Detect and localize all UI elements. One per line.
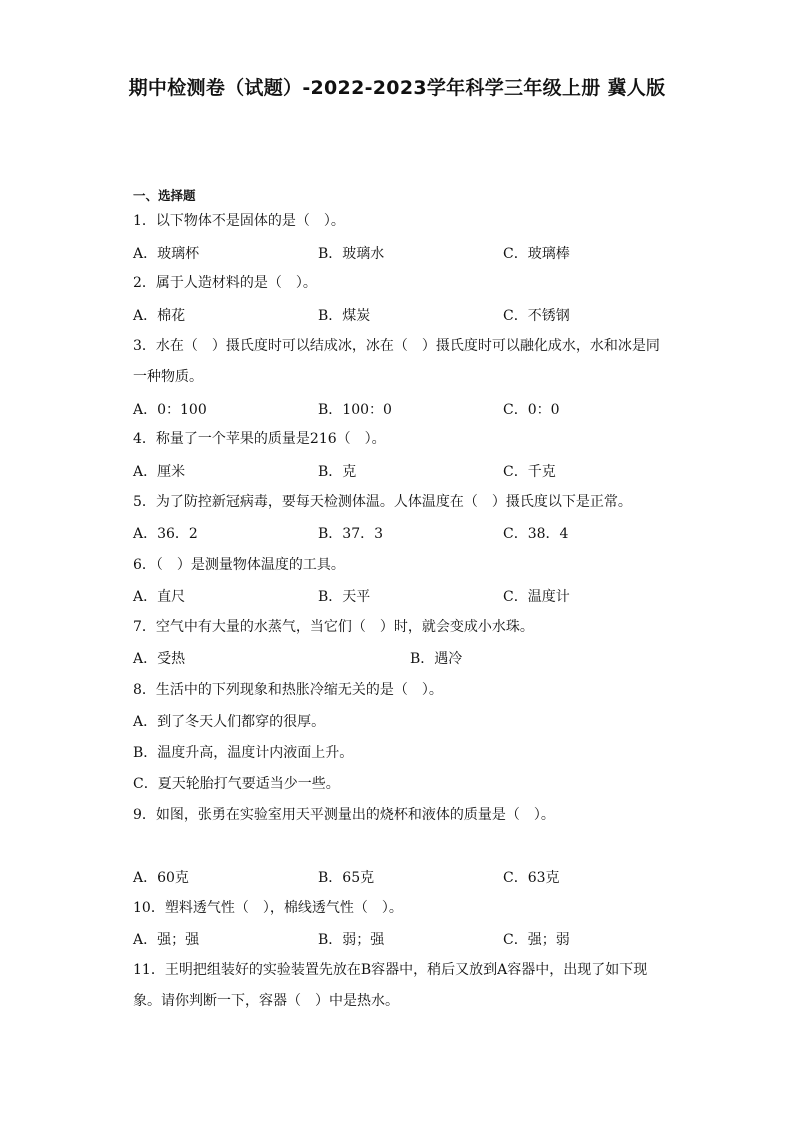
- q4-option-a: A．厘米: [133, 464, 186, 480]
- q6-option-c: C．温度计: [503, 589, 570, 605]
- q8-option-a: A．到了冬天人们都穿的很厚。: [133, 714, 326, 730]
- question-4-stem: 4．称量了一个苹果的质量是216（ ）。: [133, 431, 386, 447]
- q8-option-c: C．夏天轮胎打气要适当少一些。: [133, 776, 340, 792]
- question-8-stem: 8．生活中的下列现象和热胀冷缩无关的是（ ）。: [133, 682, 443, 698]
- q3-option-b: B．100：0: [318, 402, 392, 418]
- q2-option-a: A．棉花: [133, 308, 186, 324]
- page-title: 期中检测卷（试题）-2022-2023学年科学三年级上册 冀人版: [128, 77, 666, 99]
- q6-option-a: A．直尺: [133, 589, 186, 605]
- question-2-stem: 2．属于人造材料的是（ ）。: [133, 275, 317, 291]
- q1-option-c: C．玻璃棒: [503, 246, 570, 262]
- q9-option-a: A．60克: [133, 870, 189, 886]
- q3-option-c: C．0：0: [503, 402, 560, 418]
- section-heading: 一、选择题: [133, 188, 196, 203]
- question-3-stem: 3．水在（ ）摄氏度时可以结成冰，冰在（ ）摄氏度时可以融化成水，水和冰是同一种物质。: [133, 338, 660, 385]
- q4-option-c: C．千克: [503, 464, 556, 480]
- question-1-stem: 1．以下物体不是固体的是（ ）。: [133, 213, 345, 229]
- q5-option-a: A．36．2: [133, 526, 198, 542]
- q7-option-b: B．遇冷: [410, 651, 463, 667]
- question-9-stem: 9．如图，张勇在实验室用天平测量出的烧杯和液体的质量是（ ）。: [133, 807, 555, 823]
- q1-option-a: A．玻璃杯: [133, 246, 200, 262]
- q2-option-b: B．煤炭: [318, 308, 371, 324]
- q10-option-c: C．强；弱: [503, 932, 570, 948]
- question-10-stem: 10．塑料透气性（ ），棉线透气性（ ）。: [133, 900, 403, 916]
- question-6-stem: 6．（ ）是测量物体温度的工具。: [133, 557, 345, 573]
- question-7-stem: 7．空气中有大量的水蒸气，当它们（ ）时，就会变成小水珠。: [133, 619, 534, 635]
- q3-option-a: A．0：100: [133, 402, 207, 418]
- q7-option-a: A．受热: [133, 651, 186, 667]
- q4-option-b: B．克: [318, 464, 357, 480]
- q5-option-b: B．37．3: [318, 526, 384, 542]
- q1-option-b: B．玻璃水: [318, 246, 385, 262]
- q5-option-c: C．38．4: [503, 526, 569, 542]
- question-5-stem: 5．为了防控新冠病毒，要每天检测体温。人体温度在（ ）摄氏度以下是正常。: [133, 494, 632, 510]
- q10-option-a: A．强；强: [133, 932, 200, 948]
- q6-option-b: B．天平: [318, 589, 371, 605]
- q9-option-c: C．63克: [503, 870, 560, 886]
- q2-option-c: C．不锈钢: [503, 308, 570, 324]
- q10-option-b: B．弱；强: [318, 932, 385, 948]
- q9-option-b: B．65克: [318, 870, 375, 886]
- question-11-stem: 11．王明把组装好的实验装置先放在B容器中，稍后又放到A容器中，出现了如下现象。请你判断一下，容器（ ）中是热水。: [133, 962, 648, 1009]
- q8-option-b: B．温度升高，温度计内液面上升。: [133, 745, 354, 761]
